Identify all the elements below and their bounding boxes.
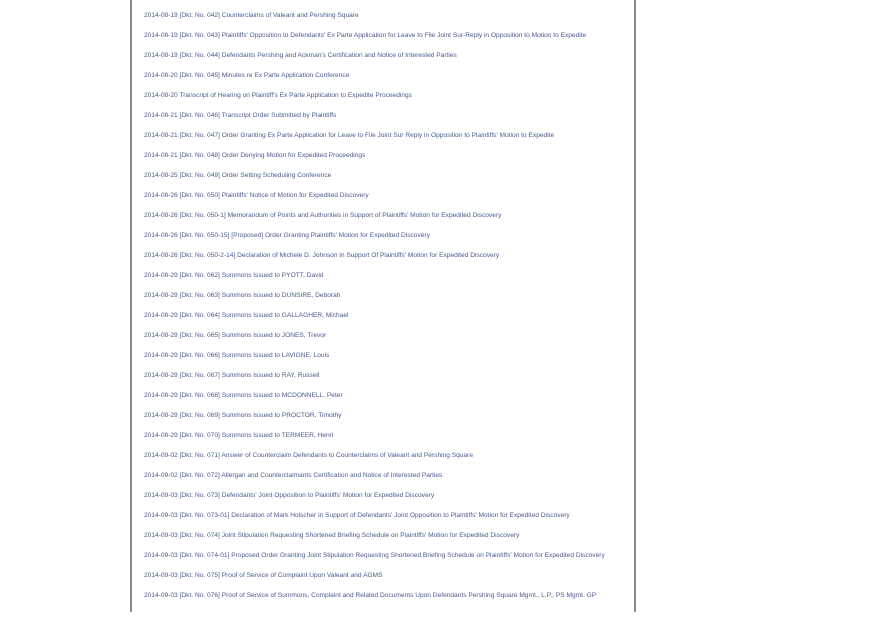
docket-entry-link[interactable]: 2014-08-26 [Dkt. No. 050-1] Memorandum of Points and Authorities in Support of Plaintiffs' Motion for Expedited Discovery: [144, 211, 502, 219]
docket-entry-link[interactable]: 2014-08-19 [Dkt. No. 042] Counterclaims of Valeant and Pershing Square: [144, 12, 359, 19]
docket-entry: [144, 210, 616, 222]
docket-list: [132, 0, 634, 601]
docket-entry: [144, 470, 616, 482]
docket-entry: [144, 270, 616, 282]
docket-entry-link[interactable]: 2014-08-20 Transcript of Hearing on Plaintiff's Ex Parte Application to Expedite Proceedings: [144, 91, 412, 99]
docket-entry: [144, 50, 616, 62]
docket-entry: [144, 230, 616, 242]
docket-entry-link[interactable]: 2014-08-29 [Dkt. No. 065] Summons Issued to JONES, Trevor: [144, 331, 327, 339]
docket-entry-link[interactable]: 2014-08-21 [Dkt. No. 046] Transcript Order Submitted by Plaintiffs: [144, 111, 337, 119]
docket-entry-link[interactable]: 2014-08-29 [Dkt. No. 069] Summons Issued to PROCTOR, Timothy: [144, 411, 342, 419]
docket-entry: [144, 10, 616, 22]
docket-entry: [144, 530, 616, 542]
docket-entry-link[interactable]: 2014-09-03 [Dkt. No. 074] Joint Stipulation Requesting Shortened Briefing Schedule on Plaintiffs' Motion for Expedited Discovery: [144, 531, 520, 539]
docket-entry-link[interactable]: 2014-09-02 [Dkt. No. 071] Answer of Counterclaim Defendants to Counterclaims of Valeant and Pershing Square: [144, 451, 474, 459]
docket-entry: [144, 450, 616, 462]
docket-entry: [144, 350, 616, 362]
docket-entry: [144, 310, 616, 322]
docket-entry: [144, 110, 616, 122]
docket-entry: [144, 250, 616, 262]
docket-entry-link[interactable]: 2014-08-29 [Dkt. No. 064] Summons Issued to GALLAGHER, Michael: [144, 311, 349, 319]
docket-entry: [144, 590, 616, 602]
docket-entry: [144, 30, 616, 42]
docket-entry-link[interactable]: 2014-08-29 [Dkt. No. 063] Summons Issued to DUNSIRE, Deborah: [144, 291, 341, 299]
docket-entry-link[interactable]: 2014-08-25 [Dkt. No. 049] Order Setting Scheduling Conference: [144, 171, 332, 179]
docket-entry: [144, 390, 616, 402]
docket-entry: [144, 130, 616, 142]
docket-entry-link[interactable]: 2014-08-26 [Dkt. No. 050-2-14] Declaration of Michele D. Johnson in Support Of Plaintiffs' Motion for Expedited Discovery: [144, 251, 500, 259]
docket-entry: [144, 150, 616, 162]
docket-entry-link[interactable]: 2014-09-03 [Dkt. No. 074-01] Proposed Order Granting Joint Stipulation Requesting Shortened Briefing Schedule on Plaintiffs' Motion for Expedited Discovery: [144, 551, 605, 559]
docket-entry-link[interactable]: 2014-08-29 [Dkt. No. 070] Summons Issued to TERMEER, Henri: [144, 431, 334, 439]
docket-entry: [144, 170, 616, 182]
docket-entry-link[interactable]: 2014-09-03 [Dkt. No. 073-01] Declaration of Mark Holscher in Support of Defendants' Joint Opposition to Plaintiffs' Motion for Expedited Discovery: [144, 511, 570, 519]
docket-entry: [144, 550, 616, 562]
docket-entry-link[interactable]: 2014-08-19 [Dkt. No. 043] Plaintiffs' Opposition to Defendants' Ex Parte Application for Leave to File Joint Sur-Reply in Opposition to Motion to Expedite: [144, 31, 587, 39]
docket-entry: [144, 330, 616, 342]
docket-entry: [144, 490, 616, 502]
docket-entry: [144, 510, 616, 522]
docket-entry-link[interactable]: 2014-08-21 [Dkt. No. 048] Order Denying Motion for Expedited Proceedings: [144, 151, 366, 159]
docket-panel: [130, 0, 636, 612]
docket-entry: [144, 90, 616, 102]
docket-entry-link[interactable]: 2014-09-03 [Dkt. No. 073] Defendants' Joint Opposition to Plaintiffs' Motion for Expedited Discovery: [144, 491, 435, 499]
docket-entry: [144, 70, 616, 82]
docket-entry: [144, 570, 616, 582]
docket-entry-link[interactable]: 2014-08-29 [Dkt. No. 062] Summons Issued to PYOTT, David: [144, 271, 324, 279]
docket-entry-link[interactable]: 2014-08-26 [Dkt. No. 050] Plaintiffs' Notice of Motion for Expedited Discovery: [144, 191, 369, 199]
docket-entry-link[interactable]: 2014-08-21 [Dkt. No. 047] Order Granting Ex Parte Application for Leave to File Joint Sur Reply in Opposition to Plaintiffs' Motion to Expedite: [144, 131, 555, 139]
docket-entry-link[interactable]: 2014-08-29 [Dkt. No. 067] Summons Issued to RAY, Russell: [144, 371, 320, 379]
docket-entry: [144, 410, 616, 422]
docket-entry: [144, 190, 616, 202]
docket-entry-link[interactable]: 2014-08-29 [Dkt. No. 066] Summons Issued to LAVIGNE, Louis: [144, 351, 330, 359]
docket-entry: [144, 430, 616, 442]
docket-entry-link[interactable]: 2014-08-26 [Dkt. No. 050-15] [Proposed] Order Granting Plaintiffs' Motion for Expedited Discovery: [144, 231, 430, 239]
docket-entry-link[interactable]: 2014-08-19 [Dkt. No. 044] Defendants Pershing and Ackman's Certification and Notice of Interested Parties: [144, 51, 457, 59]
docket-entry: [144, 290, 616, 302]
docket-entry-link[interactable]: 2014-09-02 [Dkt. No. 072] Allergan and Counterclaimants Certification and Notice of Interested Parties: [144, 471, 443, 479]
docket-entry-link[interactable]: 2014-08-29 [Dkt. No. 068] Summons Issued to MCDONNELL, Peter: [144, 391, 343, 399]
docket-entry-link[interactable]: 2014-09-03 [Dkt. No. 075] Proof of Service of Complaint Upon Valeant and AGMS: [144, 571, 383, 579]
docket-entry: [144, 370, 616, 382]
docket-entry-link[interactable]: 2014-08-20 [Dkt. No. 045] Minutes re Ex Parte Application Conference: [144, 71, 350, 79]
docket-entry-link[interactable]: 2014-09-03 [Dkt. No. 076] Proof of Service of Summons, Complaint and Related Documents Upon Defendants Pershing Square Mgmt., L.P., PS Mgmt. GP: [144, 591, 597, 599]
